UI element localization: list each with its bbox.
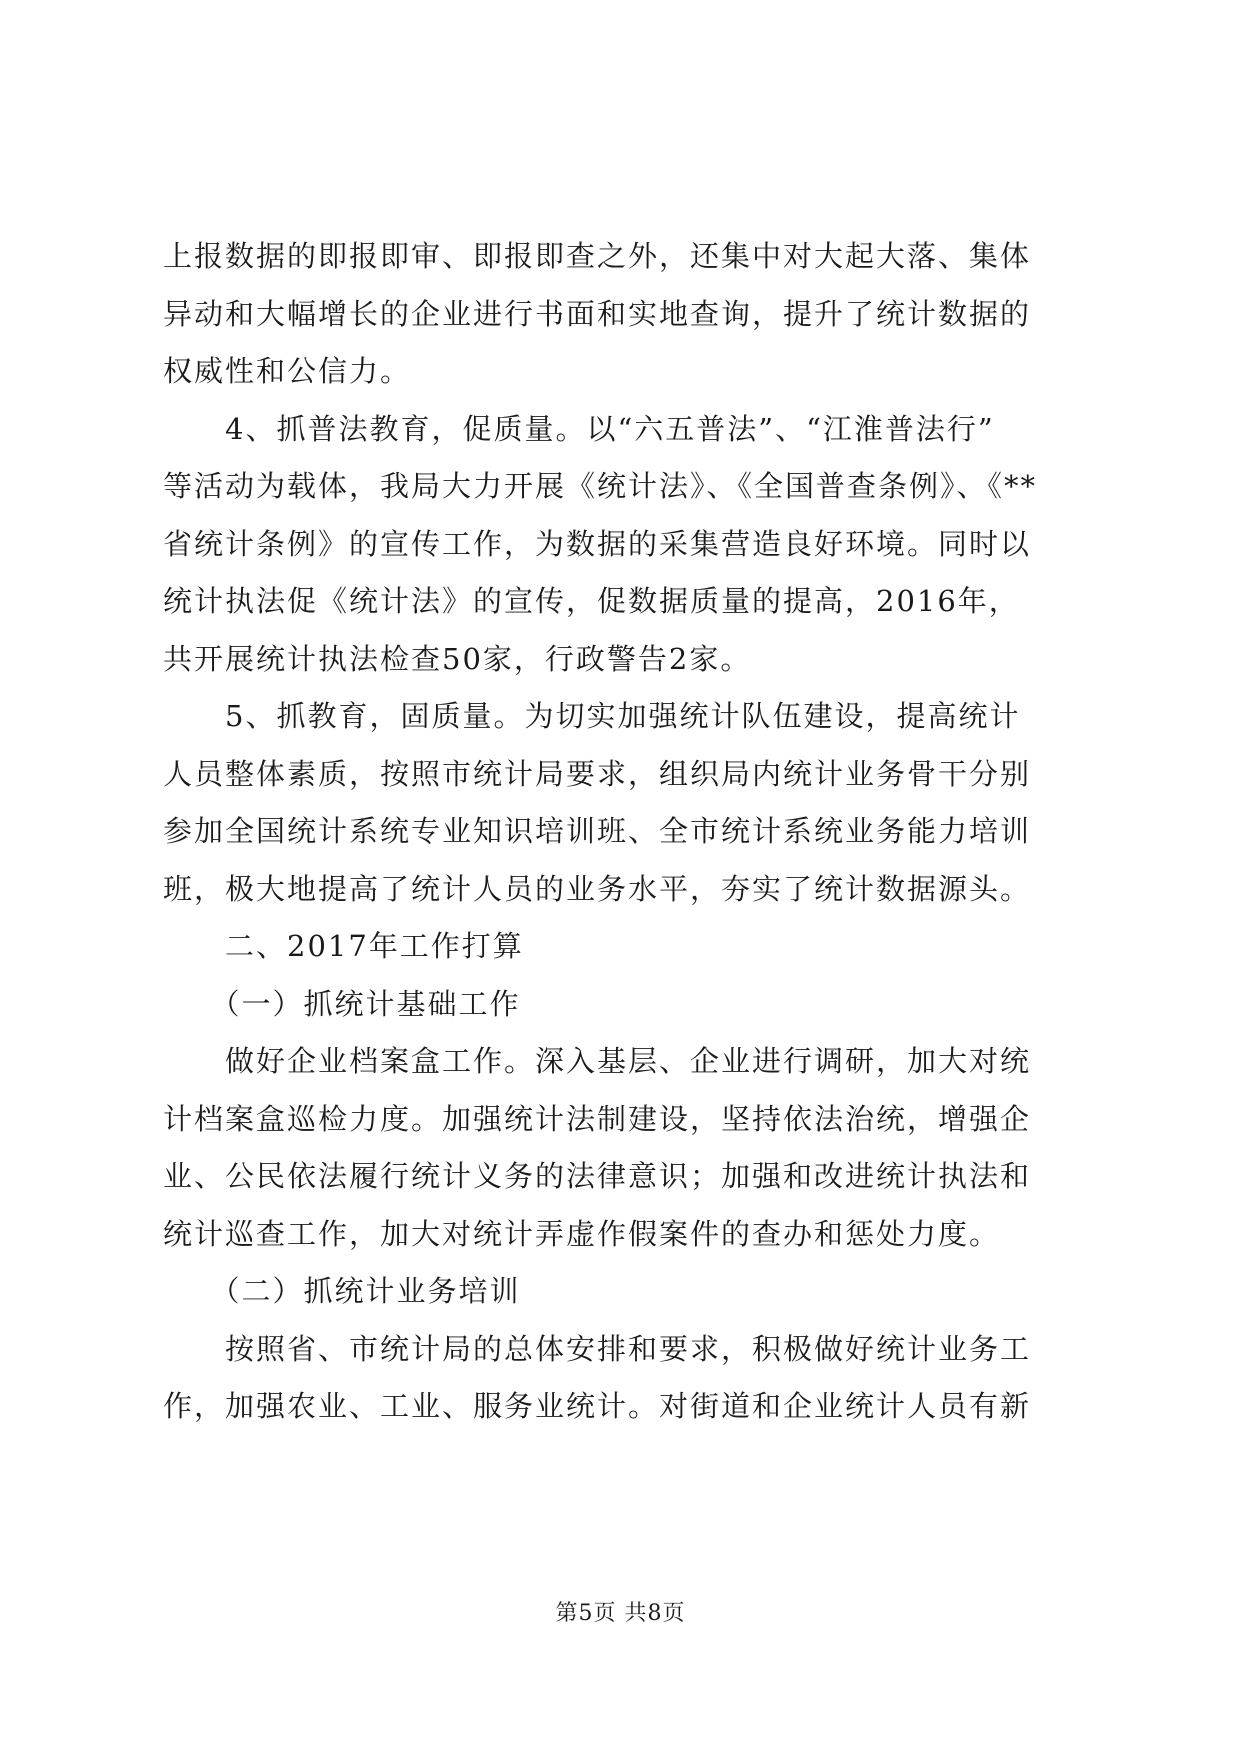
- text-line: 做好企业档案盒工作。深入基层、企业进行调研，加大对统: [163, 1044, 1032, 1078]
- text-line: 业、公民依法履行统计义务的法律意识；加强和改进统计执法和: [163, 1159, 1032, 1193]
- text-line: 权威性和公信力。: [163, 354, 412, 388]
- text-line: 上报数据的即报即审、即报即查之外，还集中对大起大落、集体: [163, 239, 1032, 273]
- text-line: 省统计条例》的宣传工作，为数据的采集营造良好环境。同时以: [163, 526, 1032, 561]
- text-line: 作，加强农业、工业、服务业统计。对街道和企业统计人员有新: [163, 1389, 1032, 1423]
- text-line: 异动和大幅增长的企业进行书面和实地查询，提升了统计数据的: [163, 296, 1032, 331]
- text-line: 统计执法促《统计法》的宣传，促数据质量的提高，2016年，: [163, 584, 1020, 618]
- text-line: 按照省、市统计局的总体安排和要求，积极做好统计业务工: [163, 1331, 1032, 1366]
- text-line: 人员整体素质，按照市统计局要求，组织局内统计业务骨干分别: [163, 756, 1032, 791]
- body-text: [163, 228, 1083, 1436]
- page-footer: 第5页 共8页: [555, 1601, 686, 1626]
- subsection-heading: （一）抓统计基础工作: [163, 986, 521, 1021]
- text-line: 班，极大地提高了统计人员的业务水平，夯实了统计数据源头。: [163, 871, 1032, 906]
- text-line: 5、抓教育，固质量。为切实加强统计队伍建设，提高统计: [163, 699, 1021, 733]
- text-line: 计档案盒巡检力度。加强统计法制建设，坚持依法治统，增强企: [163, 1101, 1032, 1136]
- text-line: 共开展统计执法检查50家，行政警告2家。: [163, 641, 752, 676]
- section-heading: 二、2017年工作打算: [163, 929, 524, 963]
- text-line: 等活动为载体，我局大力开展《统计法》、《全国普查条例》、《**: [163, 469, 1038, 503]
- subsection-heading: （二）抓统计业务培训: [163, 1274, 521, 1308]
- text-line: 参加全国统计系统专业知识培训班、全市统计系统业务能力培训: [163, 814, 1032, 848]
- text-line: 统计巡查工作，加大对统计弄虚作假案件的查办和惩处力度。: [163, 1216, 1001, 1251]
- text-line: 4、抓普法教育，促质量。以“六五普法”、“江淮普法行”: [163, 411, 995, 446]
